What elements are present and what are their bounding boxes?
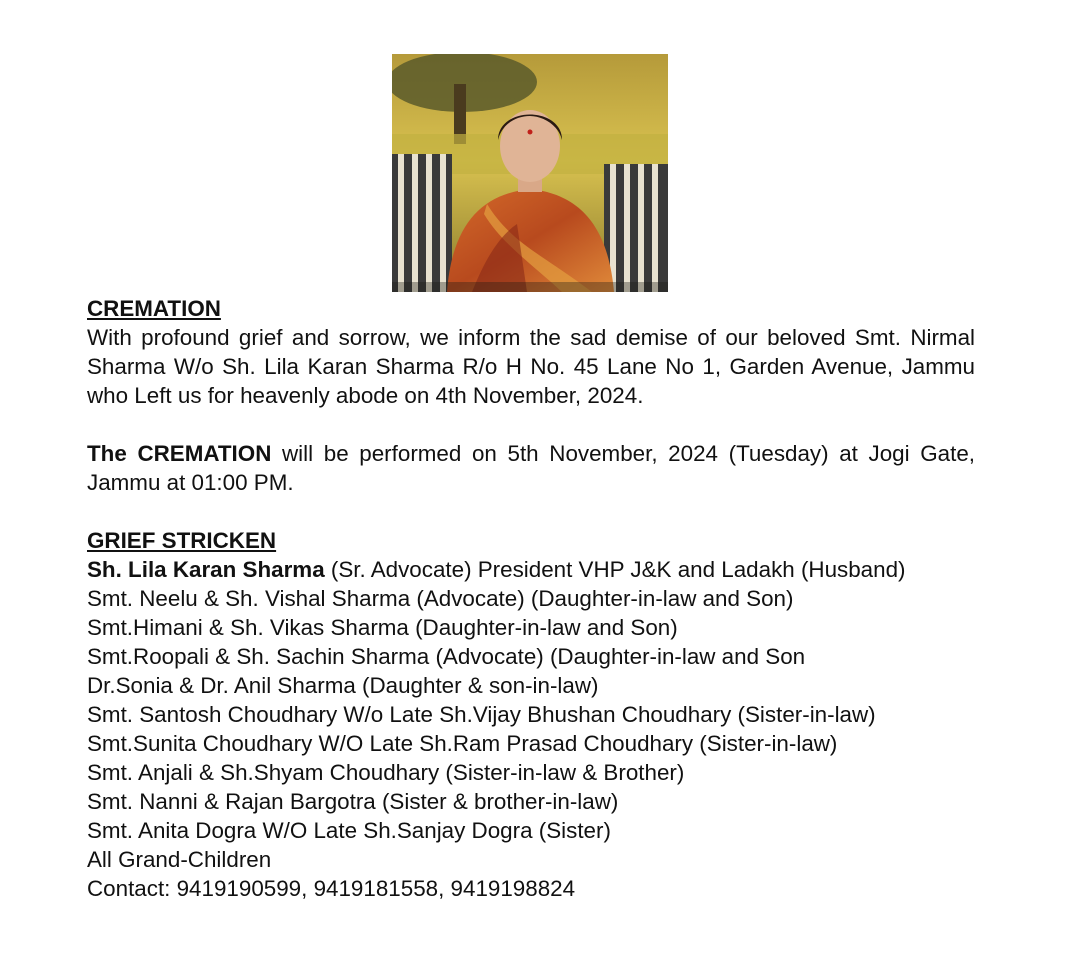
grief-member: Smt. Santosh Choudhary W/o Late Sh.Vijay Bhushan Choudhary (Sister-in-law) (87, 702, 876, 727)
portrait-illustration (392, 54, 668, 292)
sofa-right (604, 164, 668, 292)
grief-member: Smt. Neelu & Sh. Vishal Sharma (Advocate) (Daughter-in-law and Son) (87, 586, 794, 611)
grief-member: Smt.Sunita Choudhary W/O Late Sh.Ram Prasad Choudhary (Sister-in-law) (87, 731, 838, 756)
notice-body (87, 294, 1037, 903)
grief-member: Dr.Sonia & Dr. Anil Sharma (Daughter & son-in-law) (87, 673, 599, 698)
grief-heading: GRIEF STRICKEN (87, 528, 277, 553)
contact-numbers: Contact: 9419190599, 9419181558, 9419198824 (87, 876, 576, 901)
schedule-text: will be performed on 5th November, 2024 (Tuesday) at Jogi Gate, Jammu at 01:00 PM. (87, 441, 976, 495)
grief-member: Smt. Anjali & Sh.Shyam Choudhary (Sister-in-law & Brother) (87, 760, 685, 785)
grief-member: Smt. Anita Dogra W/O Late Sh.Sanjay Dogra (Sister) (87, 818, 611, 843)
grief-member-husband (87, 555, 1037, 584)
portrait-photo (392, 54, 668, 292)
grief-member: Smt.Himani & Sh. Vikas Sharma (Daughter-in-law and Son) (87, 615, 678, 640)
announcement-text: With profound grief and sorrow, we inform the sad demise of our beloved Smt. Nirmal Sharma W/o Sh. Lila Karan Sharma R/o H No. 45 Lane No 1, Garden Avenue, Jammu who Left us for heavenly abode on 4th November, 2024. (87, 325, 975, 408)
grief-member: Smt. Nanni & Rajan Bargotra (Sister & brother-in-law) (87, 789, 619, 814)
cremation-schedule (87, 439, 975, 497)
grief-member: All Grand-Children (87, 847, 272, 872)
husband-name: Sh. Lila Karan Sharma (87, 557, 325, 582)
sofa-left (392, 154, 452, 292)
schedule-bold: The CREMATION (87, 441, 272, 466)
cremation-heading: CREMATION (87, 296, 221, 321)
grief-member: Smt.Roopali & Sh. Sachin Sharma (Advocate) (Daughter-in-law and Son (87, 644, 806, 669)
husband-details: (Sr. Advocate) President VHP J&K and Ladakh (Husband) (324, 557, 906, 582)
